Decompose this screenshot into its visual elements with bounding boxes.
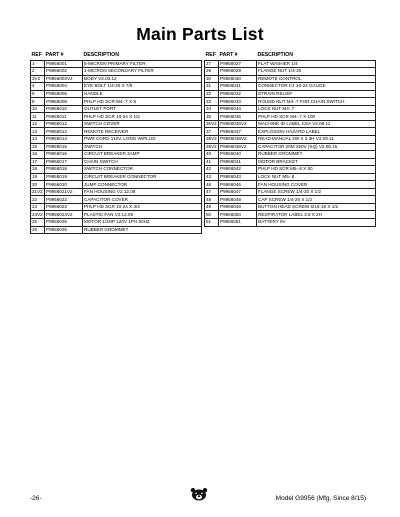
table-row [205, 98, 376, 106]
description-cell: PHLP HD SCR 10-24 X 3/4 [83, 203, 202, 211]
table-row [205, 75, 376, 83]
ref-cell: 42 [205, 166, 219, 174]
ref-cell: 8 [31, 98, 45, 106]
part-number-cell: P9956019 [45, 173, 83, 181]
part-number-cell: P9956014 [45, 135, 83, 143]
ref-cell: 2 [31, 68, 45, 76]
ref-cell: 21V2 [32, 189, 43, 195]
description-cell: FLANGE SCREW 1/4-20 X 1/2 [257, 188, 376, 196]
ref-cell: 23 [31, 203, 45, 211]
part-number-cell: P9956010 [45, 105, 83, 113]
table-row [205, 105, 376, 113]
part-number-cell: P9956031 [219, 83, 257, 91]
ref-cell: 18 [31, 166, 45, 174]
ref-cell: 35 [205, 113, 219, 121]
table-row [31, 181, 202, 189]
table-row [205, 188, 376, 196]
header-ref: REF [31, 52, 42, 58]
table-row [205, 120, 376, 128]
description-cell: JUMP CONNECTOR [83, 181, 202, 189]
ref-cell: 24V2 [32, 211, 43, 217]
ref-cell: 22 [31, 196, 45, 204]
part-number-cell: P9956011 [45, 113, 83, 121]
part-number-cell: P9956032 [219, 90, 257, 98]
description-cell: OUTLET PORT [83, 105, 202, 113]
header-description: DESCRIPTION [83, 52, 119, 58]
description-cell: LOCK NUT M4-.7 [257, 105, 376, 113]
ref-cell: 27 [205, 60, 219, 68]
ref-cell: 19 [31, 173, 45, 181]
description-cell: PLASTIC FAN V2.12.09 [83, 211, 202, 219]
ref-cell: 32 [205, 90, 219, 98]
table-row [31, 143, 202, 151]
table-row [205, 151, 376, 159]
ref-cell: 17 [31, 158, 45, 166]
table-row [31, 105, 202, 113]
ref-cell: 46 [205, 181, 219, 189]
part-number-cell: P9956030 [219, 75, 257, 83]
description-cell: REMOTE RECEIVER [83, 128, 202, 136]
description-cell: SWITCH COVER [83, 120, 202, 128]
table-row [205, 128, 376, 136]
ref-cell: 11 [31, 113, 45, 121]
part-number-cell: P9956037 [219, 128, 257, 136]
part-number-cell: P9956002 [45, 68, 83, 76]
table-row [205, 113, 376, 121]
part-number-cell: P9956020 [45, 181, 83, 189]
description-cell: SWITCH [83, 143, 202, 151]
table-header-row [205, 52, 376, 60]
part-number-cell: P9956021V2 [45, 188, 83, 196]
table-header-row [31, 52, 202, 60]
ref-cell: 16 [31, 151, 45, 159]
part-number-cell: P9956038V2 [219, 135, 257, 143]
ref-cell: 14 [31, 135, 45, 143]
ref-cell: 36V2 [206, 121, 217, 127]
ref-cell: 37 [205, 128, 219, 136]
ref-cell: 50 [205, 211, 219, 219]
part-number-cell: P9956022 [45, 196, 83, 204]
table-row [31, 226, 202, 234]
part-number-cell: P9956004 [45, 83, 83, 91]
table-row [205, 181, 376, 189]
description-cell: CAPACITOR 20M 250V (SQ) V2.08.15 [257, 143, 376, 151]
description-cell: PHLP HD SCR M4-.7 X 100 [257, 113, 376, 121]
part-number-cell: P9956029 [219, 68, 257, 76]
ref-cell: 47 [205, 188, 219, 196]
description-cell: BUTTON HEAD SCREW 5/16-18 X 1/2 [257, 203, 376, 211]
ref-cell: 26 [31, 226, 45, 234]
table-row [31, 211, 202, 219]
part-number-cell: P9956042 [219, 166, 257, 174]
table-row [205, 196, 376, 204]
table-row [205, 218, 376, 226]
ref-cell: 10 [31, 105, 45, 113]
parts-table-right [204, 52, 376, 227]
description-cell: EYE BOLT 1/4-20 X 7/8 [83, 83, 202, 91]
ref-cell: 30 [205, 75, 219, 83]
parts-table-left [30, 52, 202, 234]
ref-cell: 12 [31, 120, 45, 128]
table-row [31, 120, 202, 128]
part-number-cell: P9956001 [45, 60, 83, 68]
description-cell: LOCK NUT M5-.8 [257, 173, 376, 181]
description-cell: 1-MICRON SECONDARY FILTER [83, 68, 202, 76]
part-number-cell: P9956047 [219, 188, 257, 196]
table-row [205, 68, 376, 76]
ref-cell: 3V2 [31, 75, 45, 83]
table-row [31, 75, 202, 83]
description-cell: CIRCUIT BREAKER 3AMP [83, 151, 202, 159]
table-row [31, 158, 202, 166]
part-number-cell: P9956025 [45, 218, 83, 226]
table-row [31, 68, 202, 76]
ref-cell: 41 [205, 158, 219, 166]
description-cell: CIRCUIT BREAKER CONNECTOR [83, 173, 202, 181]
description-cell: MOTOR 1/3HP 120V 1PH 60HZ [83, 218, 202, 226]
part-number-cell: P9956043 [219, 173, 257, 181]
description-cell: FAN HOUSING V2.12.09 [83, 188, 202, 196]
part-number-cell: P9956003V2 [45, 75, 83, 83]
part-number-cell: P9956008 [45, 98, 83, 106]
ref-cell: 38V2 [206, 136, 217, 142]
description-cell: MACHINE ID LABEL CSA V2.09.11 [257, 120, 376, 128]
description-cell: CAPACITOR COVER [83, 196, 202, 204]
part-number-cell: P9956050 [219, 211, 257, 219]
table-row [31, 135, 202, 143]
ref-cell: 39V2 [206, 143, 217, 149]
description-cell: 5-MICRON PRIMARY FILTER [83, 60, 202, 68]
page-number: -26- [30, 495, 42, 502]
table-row [205, 90, 376, 98]
ref-cell: 29 [205, 68, 219, 76]
table-row [31, 83, 202, 91]
ref-cell: 51 [205, 218, 219, 226]
table-row [31, 128, 202, 136]
bear-logo-icon [189, 487, 209, 501]
description-cell: MOTOR BRACKET [257, 158, 376, 166]
header-part: PART # [45, 52, 64, 58]
page-title: Main Parts List [136, 24, 264, 44]
description-cell: SWITCH CONNECTOR [83, 166, 202, 174]
table-row [31, 166, 202, 174]
header-part: PART # [219, 52, 238, 58]
part-number-cell: P9956012 [45, 120, 83, 128]
part-number-cell: P9956040 [219, 151, 257, 159]
table-row [31, 90, 202, 98]
description-cell: PHLP HD SCR M5-.8 X 50 [257, 166, 376, 174]
description-cell: FLAT WASHER 1/4 [257, 60, 376, 68]
ref-cell: 20 [31, 181, 45, 189]
table-row [31, 203, 202, 211]
description-cell: FLANGE NUT 1/4-20 [257, 68, 376, 76]
ref-cell: 34 [205, 105, 219, 113]
part-number-cell: P9956005 [45, 90, 83, 98]
ref-cell: 4 [31, 83, 45, 91]
description-cell: READ MANUAL 2W X 3.3H V2.09.11 [257, 135, 376, 143]
part-number-cell: P9956017 [45, 158, 83, 166]
part-number-cell: P9956034 [219, 105, 257, 113]
description-cell: RUBBER GROMMET [257, 151, 376, 159]
part-number-cell: P9956049 [219, 203, 257, 211]
ref-cell: 49 [205, 203, 219, 211]
ref-cell: 15 [31, 143, 45, 151]
description-cell: BODY V2.03.12 [83, 75, 202, 83]
description-cell: HANDLE [83, 90, 202, 98]
ref-cell: 13 [31, 128, 45, 136]
table-row [205, 143, 376, 151]
table-row [205, 158, 376, 166]
description-cell: CHAIN SWITCH [83, 158, 202, 166]
description-cell: RUBBER GROMMET [83, 226, 202, 234]
part-number-cell: P9956035 [219, 113, 257, 121]
table-row [31, 173, 202, 181]
ref-cell: 48 [205, 196, 219, 204]
description-cell: FAN HOUSING COVER [257, 181, 376, 189]
table-row [31, 151, 202, 159]
description-cell: EXPLOSION HAZARD LABEL [257, 128, 376, 136]
table-row [205, 166, 376, 174]
description-cell: BATTERY 9V [257, 218, 376, 226]
description-cell: PHLP HD SCR 10-24 X 1/2 [83, 113, 202, 121]
table-row [205, 60, 376, 68]
table-row [31, 196, 202, 204]
part-number-cell: P9956018 [45, 166, 83, 174]
ref-cell: 31 [205, 83, 219, 91]
description-cell: CONNECTOR C4 16-24 GAUGE [257, 83, 376, 91]
part-number-cell: P9956027 [219, 60, 257, 68]
description-cell: RESPIRATOR LABEL 3.8 X 2H [257, 211, 376, 219]
description-cell: PWR CORD 110V, LONG W/PLUG [83, 135, 202, 143]
table-row [31, 188, 202, 196]
part-number-cell: P9956048 [219, 196, 257, 204]
part-number-cell: P9956046 [219, 181, 257, 189]
ref-cell: 1 [31, 60, 45, 68]
ref-cell: 43 [205, 173, 219, 181]
part-number-cell: P9956013 [45, 128, 83, 136]
part-number-cell: P9956039V2 [219, 143, 257, 151]
table-row [31, 113, 202, 121]
table-row [205, 173, 376, 181]
table-row [205, 211, 376, 219]
ref-cell: 5 [31, 90, 45, 98]
table-row [31, 98, 202, 106]
ref-cell: 33 [205, 98, 219, 106]
description-cell: CAP SCREW 1/4-20 X 1/2 [257, 196, 376, 204]
part-number-cell: P9956023 [45, 203, 83, 211]
description-cell: REMOTE CONTROL [257, 75, 376, 83]
table-row [205, 203, 376, 211]
ref-cell: 25 [31, 218, 45, 226]
part-number-cell: P9956016 [45, 151, 83, 159]
part-number-cell: P9956024V2 [45, 211, 83, 219]
part-number-cell: P9956051 [219, 218, 257, 226]
part-number-cell: P9956026 [45, 226, 83, 234]
ref-cell: 40 [205, 151, 219, 159]
table-row [205, 135, 376, 143]
table-row [31, 60, 202, 68]
part-number-cell: P9956015 [45, 143, 83, 151]
table-row [31, 218, 202, 226]
header-ref: REF [205, 52, 216, 58]
description-cell: PHLP HD SCR M4-.7 X 8 [83, 98, 202, 106]
part-number-cell: P9956036V2 [219, 120, 257, 128]
description-cell: ROUND NUT M4-.7 FOR CHAIN SWITCH [257, 98, 376, 106]
table-row [205, 83, 376, 91]
part-number-cell: P9956041 [219, 158, 257, 166]
description-cell: STRAIN RELIEF [257, 90, 376, 98]
part-number-cell: P9956033 [219, 98, 257, 106]
header-description: DESCRIPTION [257, 52, 293, 58]
model-info: Model G9956 (Mfg. Since 8/15) [275, 495, 366, 502]
